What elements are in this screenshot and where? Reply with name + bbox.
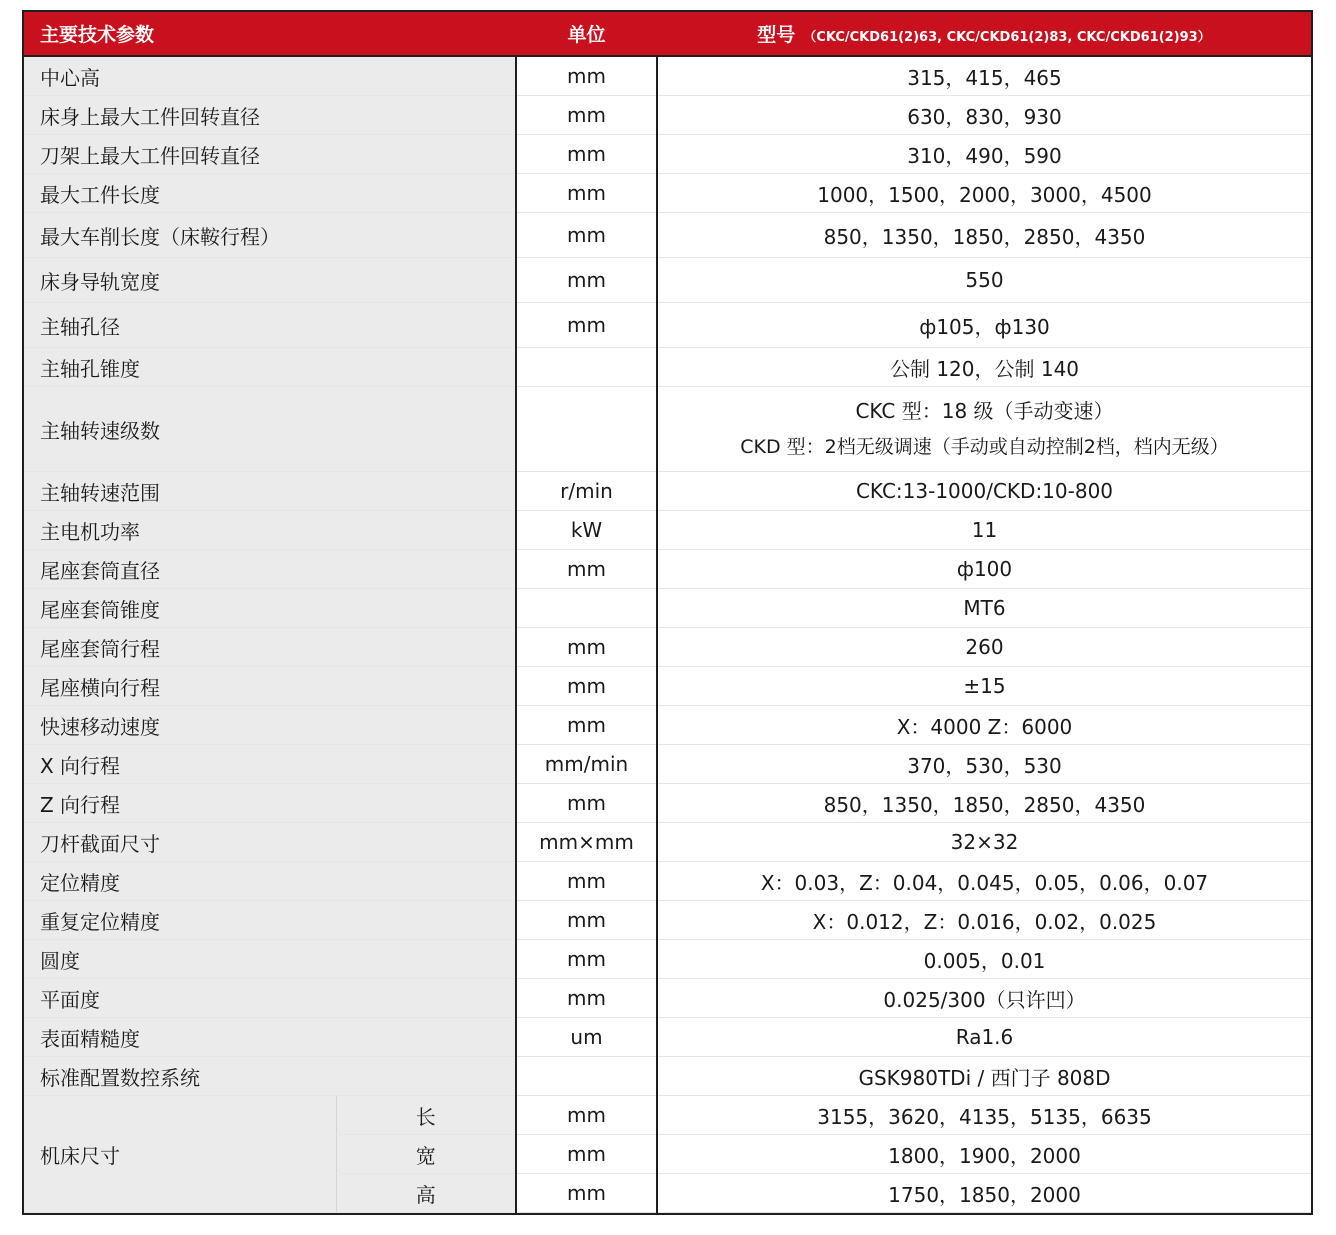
row-value: ф105，ф130 (657, 303, 1311, 348)
header-model-sub: （CKC/CKD61(2)63, CKC/CKD61(2)83, CKC/CKD61(2)93） (803, 30, 1211, 45)
table-row (24, 706, 1311, 745)
row-unit: mm (516, 258, 657, 303)
row-unit: mm (516, 174, 657, 213)
row-unit: mm (516, 1096, 657, 1135)
row-param: 快速移动速度 (24, 706, 516, 745)
table-row (24, 96, 1311, 135)
row-value: 315，415，465 (657, 56, 1311, 96)
row-value: 32×32 (657, 823, 1311, 862)
table-row (24, 303, 1311, 348)
row-unit (516, 589, 657, 628)
row-value: 公制 120，公制 140 (657, 348, 1311, 387)
row-unit (516, 387, 657, 472)
row-param: 最大车削长度（床鞍行程） (24, 213, 516, 258)
row-unit: mm (516, 135, 657, 174)
row-unit: mm (516, 56, 657, 96)
table-row (24, 213, 1311, 258)
row-value: 850，1350，1850，2850，4350 (657, 213, 1311, 258)
table-row (24, 511, 1311, 550)
table-row (24, 258, 1311, 303)
table-row (24, 387, 1311, 472)
row-param: 主轴孔锥度 (24, 348, 516, 387)
row-param: 尾座套筒直径 (24, 550, 516, 589)
table-row (24, 135, 1311, 174)
row-value: 0.025/300（只许凹） (657, 979, 1311, 1018)
row-unit: um (516, 1018, 657, 1057)
row-param: 刀架上最大工件回转直径 (24, 135, 516, 174)
row-param: 表面精糙度 (24, 1018, 516, 1057)
row-param: 中心高 (24, 56, 516, 96)
row-value: ф100 (657, 550, 1311, 589)
row-value: GSK980TDi / 西门子 808D (657, 1057, 1311, 1096)
row-unit: mm (516, 550, 657, 589)
row-value-line-1: CKC 型：18 级（手动变速） (855, 399, 1114, 423)
row-unit: mm (516, 96, 657, 135)
row-param: 床身上最大工件回转直径 (24, 96, 516, 135)
table-row (24, 823, 1311, 862)
row-param: 主电机功率 (24, 511, 516, 550)
table-row (24, 667, 1311, 706)
table-row (24, 472, 1311, 511)
row-value-line-2: CKD 型：2档无级调速（手动或自动控制2档，档内无级） (740, 436, 1229, 458)
row-unit: kW (516, 511, 657, 550)
row-value: 370，530，530 (657, 745, 1311, 784)
row-param: 标准配置数控系统 (24, 1057, 516, 1096)
table-row (24, 628, 1311, 667)
row-unit: r/min (516, 472, 657, 511)
row-param: X 向行程 (24, 745, 516, 784)
row-value: CKC:13-1000/CKD:10-800 (657, 472, 1311, 511)
machine-size-sub: 长 (336, 1096, 516, 1135)
header-unit: 单位 (516, 12, 657, 56)
row-value: 3155，3620，4135，5135，6635 (657, 1096, 1311, 1135)
row-unit: mm (516, 706, 657, 745)
row-param: Z 向行程 (24, 784, 516, 823)
row-value: 630，830，930 (657, 96, 1311, 135)
row-unit: mm (516, 979, 657, 1018)
table-row (24, 979, 1311, 1018)
machine-size-param: 机床尺寸 (24, 1096, 336, 1213)
table-row (24, 589, 1311, 628)
machine-size-sub: 宽 (336, 1135, 516, 1174)
row-unit: mm (516, 901, 657, 940)
row-unit (516, 348, 657, 387)
row-param: 定位精度 (24, 862, 516, 901)
row-unit: mm (516, 940, 657, 979)
row-unit: mm (516, 1135, 657, 1174)
row-param: 床身导轨宽度 (24, 258, 516, 303)
row-value: 1000，1500，2000，3000，4500 (657, 174, 1311, 213)
row-value: 850，1350，1850，2850，4350 (657, 784, 1311, 823)
table-row (24, 745, 1311, 784)
row-unit: mm (516, 862, 657, 901)
row-unit: mm (516, 667, 657, 706)
row-unit: mm (516, 213, 657, 258)
row-value: 1800，1900，2000 (657, 1135, 1311, 1174)
row-param: 尾座套筒锥度 (24, 589, 516, 628)
row-param: 平面度 (24, 979, 516, 1018)
row-param: 尾座套筒行程 (24, 628, 516, 667)
row-value (657, 387, 1311, 472)
table-row (24, 1018, 1311, 1057)
row-value: X：0.012，Z：0.016，0.02，0.025 (657, 901, 1311, 940)
table-row (24, 784, 1311, 823)
row-value: 310，490，590 (657, 135, 1311, 174)
row-value: 0.005，0.01 (657, 940, 1311, 979)
row-unit: mm (516, 1174, 657, 1213)
spec-table-container (22, 10, 1313, 1215)
row-param: 尾座横向行程 (24, 667, 516, 706)
table-row (24, 862, 1311, 901)
row-param: 刀杆截面尺寸 (24, 823, 516, 862)
spec-table (24, 12, 1311, 1213)
header-param: 主要技术参数 (24, 12, 516, 56)
row-value: X：4000 Z：6000 (657, 706, 1311, 745)
row-unit: mm (516, 303, 657, 348)
table-row (24, 56, 1311, 96)
row-param: 主轴孔径 (24, 303, 516, 348)
row-param: 主轴转速范围 (24, 472, 516, 511)
row-value: 11 (657, 511, 1311, 550)
table-row (24, 901, 1311, 940)
table-row (24, 348, 1311, 387)
table-row (24, 550, 1311, 589)
table-row (24, 1057, 1311, 1096)
row-unit: mm (516, 628, 657, 667)
row-param: 圆度 (24, 940, 516, 979)
row-value: MT6 (657, 589, 1311, 628)
row-value: ±15 (657, 667, 1311, 706)
row-param: 重复定位精度 (24, 901, 516, 940)
table-row (24, 1096, 1311, 1135)
machine-size-sub: 高 (336, 1174, 516, 1213)
row-unit (516, 1057, 657, 1096)
table-row (24, 940, 1311, 979)
row-value: 1750，1850，2000 (657, 1174, 1311, 1213)
table-row (24, 174, 1311, 213)
header-model-label: 型号 (757, 24, 796, 46)
row-param: 最大工件长度 (24, 174, 516, 213)
row-value: 550 (657, 258, 1311, 303)
row-value: 260 (657, 628, 1311, 667)
row-value: Ra1.6 (657, 1018, 1311, 1057)
row-unit: mm×mm (516, 823, 657, 862)
row-unit: mm/min (516, 745, 657, 784)
header-model (657, 12, 1311, 56)
table-header-row (24, 12, 1311, 56)
row-param: 主轴转速级数 (24, 387, 516, 472)
row-value: X：0.03，Z：0.04，0.045，0.05，0.06，0.07 (657, 862, 1311, 901)
row-unit: mm (516, 784, 657, 823)
